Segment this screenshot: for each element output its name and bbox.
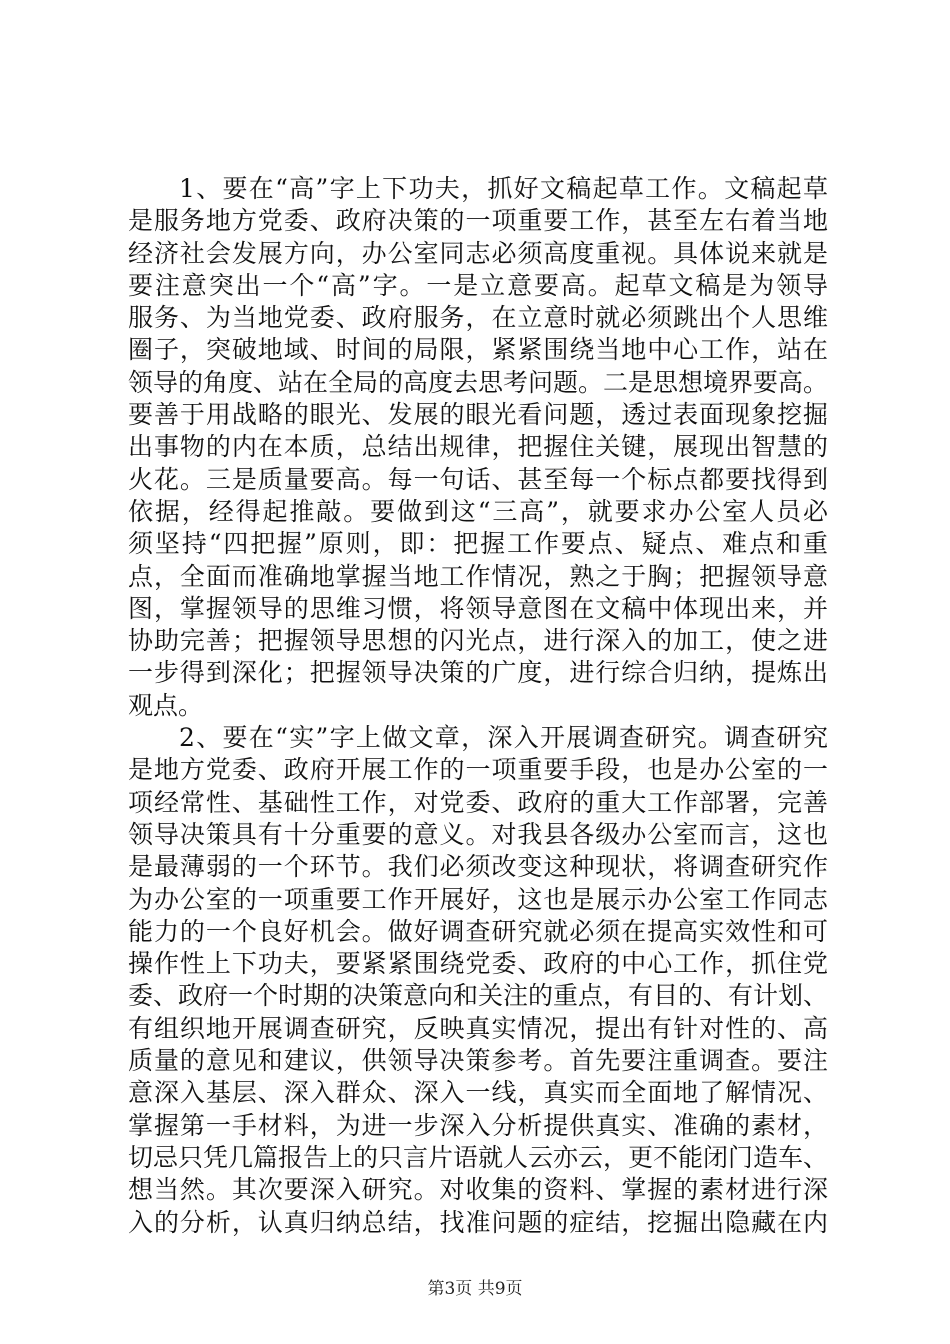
text-line: 有组织地开展调查研究，反映真实情况，提出有针对性的、高 [128, 1013, 828, 1043]
text-line: 领导决策具有十分重要的意义。对我县各级办公室而言，这也 [128, 819, 828, 849]
text-line: 操作性上下功夫，要紧紧围绕党委、政府的中心工作，抓住党 [128, 949, 828, 979]
text-line: 是地方党委、政府开展工作的一项重要手段，也是办公室的一 [128, 755, 828, 785]
text-line: 是服务地方党委、政府决策的一项重要工作，甚至左右着当地 [128, 206, 828, 236]
text-line: 依据，经得起推敲。要做到这“三高”，就要求办公室人员必 [128, 496, 828, 526]
text-line: 为办公室的一项重要工作开展好，这也是展示办公室工作同志 [128, 884, 828, 914]
text-line: 经济社会发展方向，办公室同志必须高度重视。具体说来就是 [128, 238, 828, 268]
paragraph-2 [128, 722, 828, 1239]
text-line: 要善于用战略的眼光、发展的眼光看问题，透过表面现象挖掘 [128, 400, 828, 430]
text-line: 入的分析，认真归纳总结，找准问题的症结，挖掘出隐藏在内 [128, 1207, 828, 1237]
text-line: 协助完善；把握领导思想的闪光点，进行深入的加工，使之进 [128, 626, 828, 656]
page-number: 第3页 共9页 [427, 1279, 523, 1299]
text-line: 一步得到深化；把握领导决策的广度，进行综合归纳，提炼出 [128, 658, 828, 688]
text-line: 能力的一个良好机会。做好调查研究就必须在提高实效性和可 [128, 916, 828, 946]
text-line: 2、要在“实”字上做文章，深入开展调查研究。调查研究 [179, 723, 828, 753]
text-line: 须坚持“四把握”原则，即：把握工作要点、疑点、难点和重 [128, 529, 828, 559]
text-line: 火花。三是质量要高。每一句话、甚至每一个标点都要找得到 [128, 464, 828, 494]
text-line: 是最薄弱的一个环节。我们必须改变这种现状，将调查研究作 [128, 852, 828, 882]
text-line: 图，掌握领导的思维习惯，将领导意图在文稿中体现出来，并 [128, 593, 828, 623]
text-line: 服务、为当地党委、政府服务，在立意时就必须跳出个人思维 [128, 303, 828, 333]
text-line: 委、政府一个时期的决策意向和关注的重点，有目的、有计划、 [128, 981, 829, 1011]
text-line: 项经常性、基础性工作，对党委、政府的重大工作部署，完善 [128, 787, 828, 817]
text-line: 圈子，突破地域、时间的局限，紧紧围绕当地中心工作，站在 [128, 335, 828, 365]
text-line: 领导的角度、站在全局的高度去思考问题。二是思想境界要高。 [128, 367, 829, 397]
text-line: 要注意突出一个“高”字。一是立意要高。起草文稿是为领导 [128, 270, 828, 300]
text-line: 观点。 [128, 690, 204, 720]
document-body [128, 173, 828, 1239]
text-line: 点，全面而准确地掌握当地工作情况，熟之于胸；把握领导意 [128, 561, 828, 591]
text-line: 质量的意见和建议，供领导决策参考。首先要注重调查。要注 [128, 1046, 828, 1076]
text-line: 掌握第一手材料，为进一步深入分析提供真实、准确的素材， [128, 1110, 828, 1140]
text-line: 想当然。其次要深入研究。对收集的资料、掌握的素材进行深 [128, 1175, 828, 1205]
text-line: 切忌只凭几篇报告上的只言片语就人云亦云，更不能闭门造车、 [128, 1142, 829, 1172]
text-line: 意深入基层、深入群众、深入一线，真实而全面地了解情况、 [128, 1078, 828, 1108]
paragraph-1 [128, 173, 828, 722]
text-line: 出事物的内在本质，总结出规律，把握住关键，展现出智慧的 [128, 432, 828, 462]
text-line: 1、要在“高”字上下功夫，抓好文稿起草工作。文稿起草 [179, 174, 828, 203]
